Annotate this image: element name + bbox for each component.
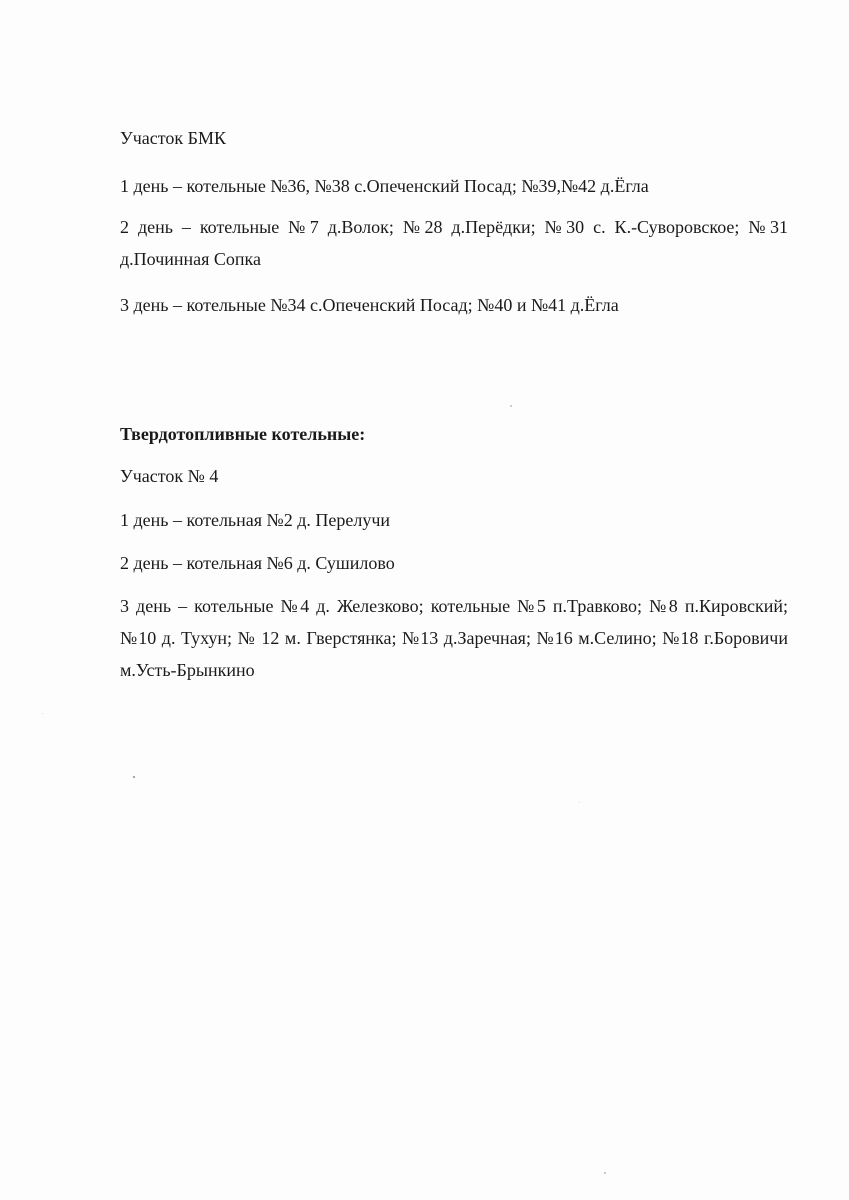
scan-speck [604,1172,606,1174]
bmk-heading: Участок БМК [120,128,226,148]
scan-speck [579,802,580,803]
scan-speck [133,776,135,778]
site-4-day-2 [120,547,788,579]
bmk-day-3-text: 3 день – котельные №34 с.Опеченский Посад; №40 и №41 д.Ёгла [120,295,619,315]
site-4-day-3 [120,590,788,686]
bmk-day-1-text: 1 день – котельные №36, №38 с.Опеченский Посад; №39,№42 д.Ёгла [120,176,649,196]
solid-fuel-title-block [120,418,788,450]
scan-speck [42,713,43,714]
bmk-day-3 [120,289,788,321]
bmk-section [120,122,788,154]
site-4-day-1 [120,504,788,536]
site-4-day-1-text: 1 день – котельная №2 д. Перелучи [120,510,391,530]
site-4-heading: Участок № 4 [120,466,219,486]
scan-speck [510,405,512,407]
solid-fuel-title: Твердотопливные котельные: [120,424,366,444]
site-4-heading-block [120,460,788,492]
bmk-day-1 [120,170,788,202]
bmk-day-2-text: 2 день – котельные №7 д.Волок; №28 д.Перёдки; №30 с. К.-Суворовское; №31 д.Починная Сопка [120,217,788,269]
site-4-day-3-text: 3 день – котельные №4 д. Железково; котельные №5 п.Травково; №8 п.Кировский; №10 д. Тухун; № 12 м. Гверстянка; №13 д.Заречная; №16 м.Селино; №18 г.Боровичи м.Усть-Брынкино [120,596,788,680]
bmk-day-2 [120,211,788,275]
site-4-day-2-text: 2 день – котельная №6 д. Сушилово [120,553,395,573]
